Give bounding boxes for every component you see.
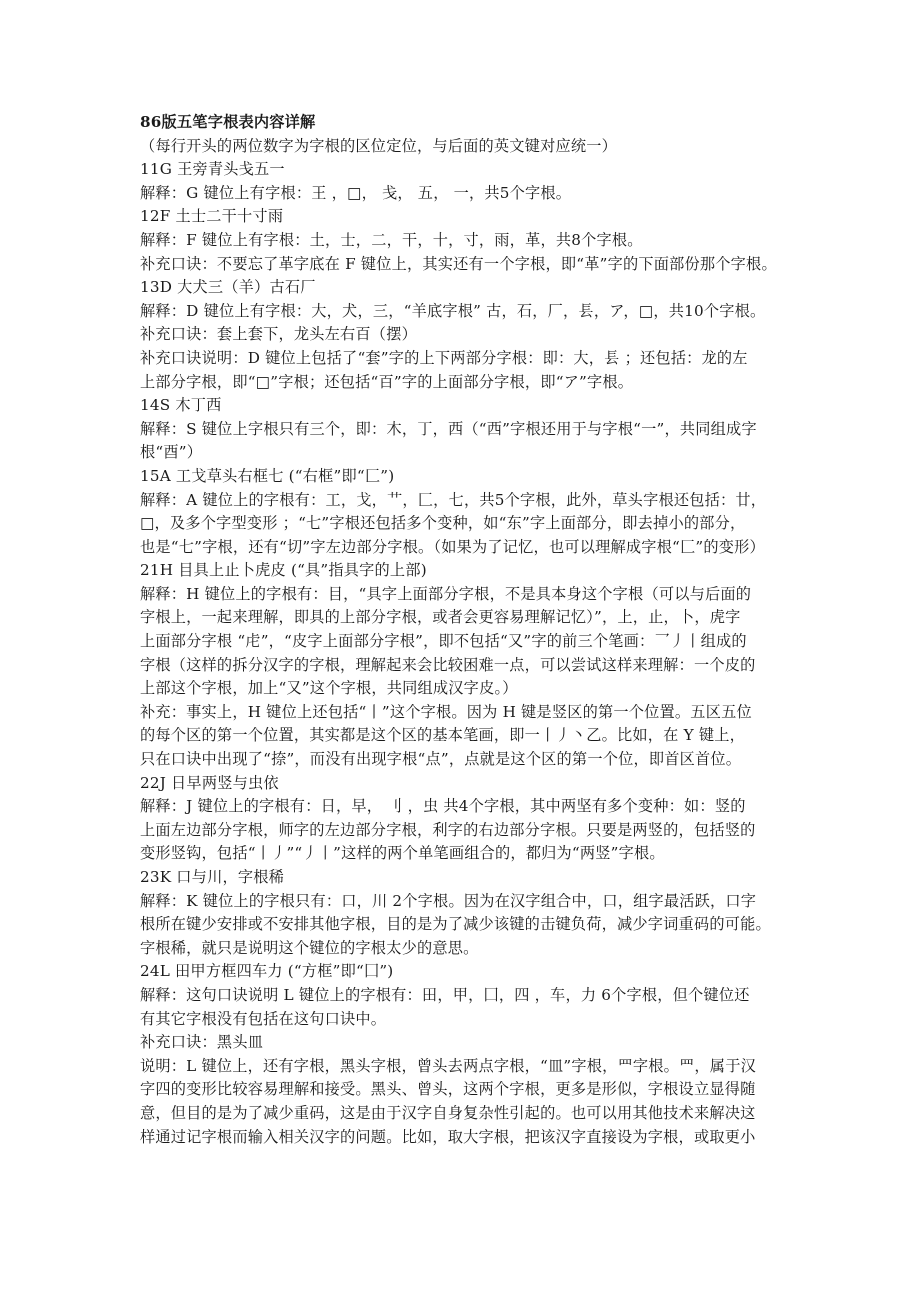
text-line: 只在口诀中出现了“捺”，而没有出现字根“点”，点就是这个区的第一个位，即首区首位。 [140,750,742,769]
text-line: 解释：H 键位上的字根有：目，“具字上面部分字根，不是具本身这个字根（可以与后面的 [140,584,752,603]
text-line: 意，但目的是为了减少重码，这是由于汉字自身复杂性引起的。也可以用其他技术来解决这 [140,1103,756,1122]
text-line: 变形竖钩，包括“丨丿”“丿丨”这样的两个单笔画组合的，都归为“两竖”字根。 [140,844,665,863]
text-line: 15A 工戈草头右框七 (“右框”即“匚”) [140,466,395,485]
text-line: 24L 田甲方框四车力 (“方框”即“囗”) [140,962,394,981]
text-line: □，及多个字型变形 ；“七”字根还包括多个变种，如“东”字上面部分，即去掉小的部分， [140,514,746,533]
text-line: 补充口诀说明：D 键位上包括了“套”字的上下两部分字根：即：大，镸 ；还包括：龙的左 [140,348,748,367]
text-line: 补充口诀：黑头皿 [140,1033,264,1052]
document-body [140,135,788,1150]
text-line: 11G 王旁青头戋五一 [140,160,285,179]
text-line: 21H 目具上止卜虎皮 (“具”指具字的上部) [140,561,427,580]
text-line: 根“酉”） [140,443,203,462]
text-line: 上部这个字根，加上“又”这个字根，共同组成汉字皮。） [140,679,518,698]
text-line: 解释：G 键位上有字根：王 ，□， 戋， 五， 一，共5个字根。 [140,183,572,202]
text-line: 解释：A 键位上的字根有：工，戈，艹，匚，七，共5个字根，此外，草头字根还包括：廿， [140,490,767,509]
text-line: 也是“七”字根，还有“切”字左边部分字根。（如果为了记忆，也可以理解成字根“匚”的变形） [140,537,765,556]
text-line: 22J 日早两竖与虫依 [140,773,279,792]
text-line: 解释：S 键位上字根只有三个，即：木，丁，西（“西”字根还用于与字根“一”，共同组成字 [140,419,757,438]
text-line: 14S 木丁西 [140,396,222,415]
text-line: 样通过记字根而输入相关汉字的问题。比如，取大字根，把该汉字直接设为字根，或取更小 [140,1127,756,1146]
text-line: 上面部分字根 “虍”，“皮字上面部分字根”，即不包括“又”字的前三个笔画：乛丿丨组成的 [140,632,747,651]
text-line: 补充：事实上，H 键位上还包括“丨”这个字根。因为 H 键是竖区的第一个位置。五区五位 [140,702,752,721]
text-line: 字根稀，就只是说明这个键位的字根太少的意思。 [140,938,479,957]
text-line: 12F 土士二干十寸雨 [140,207,284,226]
text-line: 字根上，一起来理解，即具的上部分字根，或者会更容易理解记忆）”，上，止，卜，虎字 [140,608,741,627]
text-line: 13D 大犬三（羊）古石厂 [140,278,316,297]
text-line: 字四的变形比较容易理解和接受。黑头、曾头，这两个字根，更多是形似，字根设立显得随 [140,1080,756,1099]
text-line: 解释：K 键位上的字根只有：口，川 2个字根。因为在汉字组合中，口，组字最活跃，口字 [140,891,757,910]
text-line: 有其它字根没有包括在这句口诀中。 [140,1009,387,1028]
text-line: （每行开头的两位数字为字根的区位定位，与后面的英文键对应统一） [140,136,618,155]
text-line: 上面左边部分字根，师字的左边部分字根，利字的右边部分字根。只要是两竖的，包括竖的 [140,820,756,839]
text-line: 根所在键少安排或不安排其他字根，目的是为了减少该键的击键负荷，减少字词重码的可能。 [140,915,771,934]
text-line: 补充口诀：不要忘了革字底在 F 键位上，其实还有一个字根，即“革”字的下面部份那个字根。 [140,254,777,273]
document-title: 86版五笔字根表内容详解 [140,113,316,131]
text-line: 补充口诀：套上套下，龙头左右百（摆） [140,325,417,344]
document-page [140,111,788,1149]
text-line: 解释：D 键位上有字根：大，犬，三，“羊底字根” 古，石，厂，镸，ア，□，共10个字根。 [140,301,766,320]
text-line: 解释：F 键位上有字根：土，士，二，干，十，寸，雨，革，共8个字根。 [140,230,643,249]
text-line: 解释：这句口诀说明 L 键位上的字根有：田，甲，囗，四 ，车，力 6个字根，但个键位还 [140,985,750,1004]
text-line: 说明：L 键位上，还有字根，黑头字根，曾头去两点字根，“皿”字根，罒字根。罒，属于汉 [140,1056,756,1075]
text-line: 解释：J 键位上的字根有：日，早， 刂 ，虫 共4个字根，其中两坚有多个变种：如：竖的 [140,797,746,816]
text-line: 的每个区的第一个位置，其实都是这个区的基本笔画，即一丨丿丶乙。比如，在 Y 键上， [140,726,746,745]
text-line: 字根（这样的拆分汉字的字根，理解起来会比较困难一点，可以尝试这样来理解：一个皮的 [140,655,756,674]
text-line: 23K 口与川，字根稀 [140,868,285,886]
text-line: 上部分字根，即“□”字根；还包括“百”字的上面部分字根，即“ア”字根。 [140,372,634,391]
